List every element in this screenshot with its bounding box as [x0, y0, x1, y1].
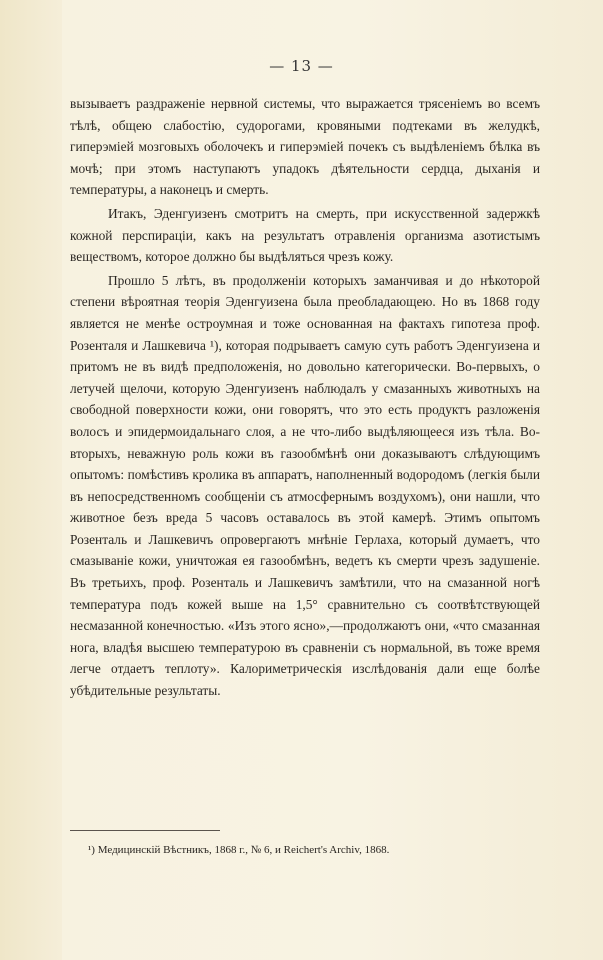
paragraph-2: Итакъ, Эденгуизенъ смотритъ на смерть, при искусственной задержкѣ кожной перспираціи, какъ на результатъ отравленія организма азотистымъ веществомъ, которое должно бы выдѣляться чрезъ кожу.	[70, 205, 540, 265]
paragraph-3: Прошло 5 лѣтъ, въ продолженіи которыхъ заманчивая и до нѣкоторой степени вѣроятная теорія Эденгуизена была преобладающею. Но въ 1868 году является не менѣе остроумная и тоже основанная на фактахъ гипотеза проф. Розенталя и Лашкевича ¹), которая подрываетъ самую суть работъ Эденгуизена и притомъ не въ видѣ предположенія, но довольно категорически. Во-первыхъ, о летучей щелочи, которую Эденгуизенъ наблюдалъ у смазанныхъ животныхъ на свободной поверхности кожи, они говорятъ, что это есть продуктъ разложенія волосъ и эпидермоидальнаго слоя, а не что-либо выдѣляющееся изъ тѣла. Во-вторыхъ, неважную роль кожи въ газообмѣнѣ они доказываютъ слѣдующимъ опытомъ: помѣстивъ кролика въ аппаратъ, наполненный водородомъ (легкія были въ непосредственномъ сообщеніи съ атмосфернымъ воздухомъ), они нашли, что животное безъ вреда 5 часовъ оставалось въ этой камерѣ. Этимъ опытомъ Розенталь и Лашкевичъ опровергаютъ мнѣніе Герлаха, который думаетъ, что смазываніе кожи, уничтожая ея газообмѣнъ, ведетъ къ смерти чрезъ задушеніе. Въ третьихъ, проф. Розенталь и Лашкевичъ замѣтили, что на смазанной ногѣ температура подъ кожей выше на 1,5° сравнительно съ соотвѣтствующей несмазанной конечностью. «Изъ этого ясно»,—продолжаютъ они, «что смазанная нога, владѣя высшею температурою въ сравненіи съ нормальной, въ тоже время легче отдаетъ теплоту». Калориметрическія изслѣдованія дали еще болѣе убѣдительные результаты.	[70, 272, 540, 699]
paragraph-1: вызываетъ раздраженіе нервной системы, что выражается трясеніемъ во всемъ тѣлѣ, общею слабостію, судорогами, кровяными подтеками въ желудкѣ, гиперэміей мозговыхъ оболочекъ и гиперэміей почекъ съ выдѣленіемъ бѣлка въ мочѣ; при этомъ наступаютъ упадокъ дѣятельности сердца, дыханія и температуры, а наконецъ и смерть.	[70, 96, 540, 198]
page-number: — 13 —	[269, 57, 334, 75]
page-binding-edge	[0, 0, 62, 960]
footnote: ¹) Медицинскій Вѣстникъ, 1868 г., № 6, и Reichert's Archiv, 1868.	[88, 844, 390, 856]
footnote-divider	[70, 830, 220, 831]
body-text	[70, 93, 540, 702]
